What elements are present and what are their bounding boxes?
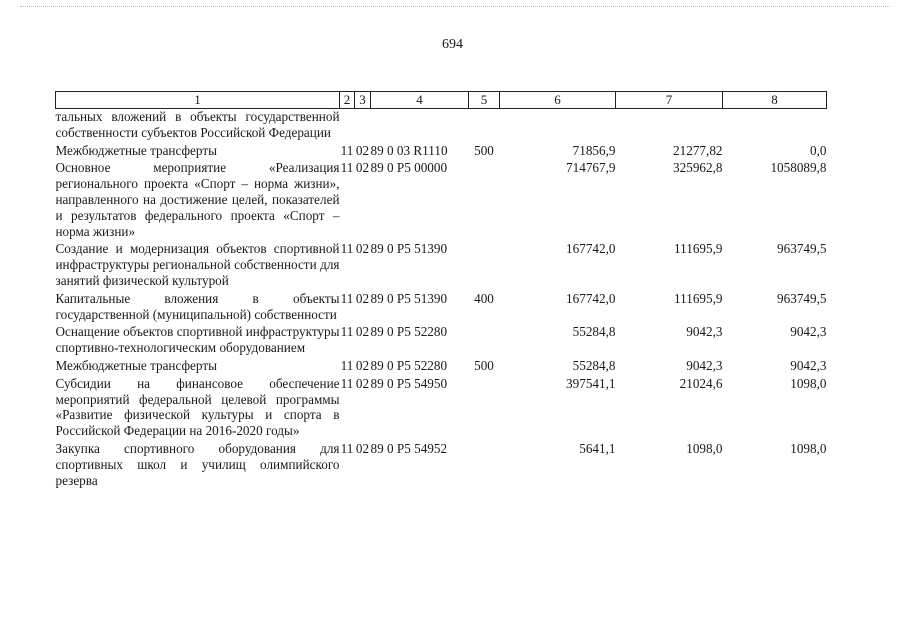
row-expense-type-cell: [469, 374, 500, 439]
row-section-cell: 11: [340, 241, 354, 257]
column-header: 5: [469, 92, 500, 109]
row-subsection-cell: 02: [355, 241, 370, 257]
row-amount-2-cell: 111695,9: [674, 290, 723, 306]
row-section-cell: 11: [340, 160, 354, 176]
row-amount-3-cell: 0,0: [810, 142, 827, 158]
row-name-cell: Основное мероприятие «Реализация регионального проекта «Спорт – норма жизни», направленного на достижение целей, показателей и результатов федерального проекта «Спорт – норма жизни»: [55, 160, 340, 239]
row-expense-type-cell: [469, 109, 500, 141]
column-header: 4: [371, 92, 469, 109]
row-expense-type-cell: 500: [474, 142, 494, 158]
scan-edge-line: [20, 6, 890, 8]
row-amount-3-cell: 1058089,8: [770, 160, 827, 176]
table-row: [56, 439, 827, 488]
row-target-code-cell: 89 0 P5 52280: [370, 357, 448, 373]
row-amount-1-cell: 5641,1: [579, 440, 616, 456]
row-subsection-cell: 02: [355, 142, 370, 158]
row-section-cell: [340, 109, 355, 141]
row-amount-1-cell: [500, 109, 616, 141]
table-header-row: [56, 92, 827, 109]
row-amount-1-cell: 714767,9: [566, 160, 616, 176]
row-section-cell: 11: [340, 357, 354, 373]
row-amount-2-cell: 9042,3: [686, 324, 723, 340]
row-target-code-cell: 89 0 P5 54952: [370, 440, 448, 456]
table-body: [56, 109, 827, 489]
row-amount-1-cell: 167742,0: [566, 241, 616, 257]
row-amount-2-cell: 21024,6: [679, 375, 723, 391]
table-row: [56, 322, 827, 356]
table-row: [56, 239, 827, 288]
column-header: 7: [616, 92, 723, 109]
column-header: 2: [340, 92, 355, 109]
row-amount-3-cell: 1098,0: [790, 375, 827, 391]
table-row: [56, 374, 827, 439]
row-subsection-cell: 02: [355, 440, 370, 456]
table-row: [56, 109, 827, 141]
row-amount-3-cell: 1098,0: [790, 440, 827, 456]
column-header: 3: [355, 92, 371, 109]
table-row: [56, 356, 827, 374]
table-row: [56, 141, 827, 159]
budget-table: [55, 91, 827, 488]
page-number: 694: [442, 37, 463, 52]
row-amount-3-cell: 9042,3: [790, 324, 827, 340]
row-amount-1-cell: 167742,0: [566, 290, 616, 306]
row-amount-1-cell: 71856,9: [572, 142, 616, 158]
row-subsection-cell: [355, 109, 371, 141]
row-subsection-cell: 02: [355, 324, 370, 340]
row-section-cell: 11: [340, 142, 354, 158]
column-header: 1: [56, 92, 340, 109]
row-amount-3-cell: 963749,5: [777, 290, 827, 306]
row-subsection-cell: 02: [355, 375, 370, 391]
row-target-code-cell: 89 0 P5 51390: [370, 290, 448, 306]
row-amount-1-cell: 55284,8: [572, 324, 616, 340]
column-header: 6: [500, 92, 616, 109]
row-name-cell: Оснащение объектов спортивной инфраструктуры спортивно-технологическим оборудованием: [55, 324, 340, 356]
row-target-code-cell: 89 0 03 R1110: [370, 142, 448, 158]
row-name-cell: Закупка спортивного оборудования для спортивных школ и училищ олимпийского резерва: [55, 440, 340, 488]
row-section-cell: 11: [340, 440, 354, 456]
row-name-cell: тальных вложений в объекты государственной собственности субъектов Российской Федерации: [55, 109, 340, 140]
column-header: 8: [723, 92, 827, 109]
row-expense-type-cell: [469, 239, 500, 288]
row-name-cell: Межбюджетные трансферты: [55, 142, 217, 158]
row-name-cell: Создание и модернизация объектов спортивной инфраструктуры региональной собственности для занятий физической культурой: [55, 241, 340, 288]
row-amount-2-cell: 21277,82: [673, 142, 723, 158]
row-target-code-cell: 89 0 P5 00000: [370, 160, 448, 176]
row-amount-2-cell: [616, 109, 723, 141]
row-target-code-cell: 89 0 P5 54950: [370, 375, 448, 391]
row-expense-type-cell: 500: [474, 357, 494, 373]
row-expense-type-cell: [469, 158, 500, 239]
table-row: [56, 158, 827, 239]
row-amount-3-cell: 9042,3: [790, 357, 827, 373]
row-subsection-cell: 02: [355, 357, 370, 373]
row-target-code-cell: 89 0 P5 52280: [370, 324, 448, 340]
row-subsection-cell: 02: [355, 160, 370, 176]
row-target-code-cell: 89 0 P5 51390: [370, 241, 448, 257]
row-target-code-cell: [371, 109, 469, 141]
row-amount-3-cell: 963749,5: [777, 241, 827, 257]
row-amount-1-cell: 55284,8: [572, 357, 616, 373]
table-row: [56, 289, 827, 323]
row-amount-2-cell: 325962,8: [673, 160, 723, 176]
row-amount-2-cell: 1098,0: [686, 440, 723, 456]
row-name-cell: Капитальные вложения в объекты государственной (муниципальной) собственности: [55, 290, 340, 322]
row-amount-3-cell: [723, 109, 827, 141]
row-name-cell: Субсидии на финансовое обеспечение мероприятий федеральной целевой программы «Развитие физической культуры и спорта в Российской Федерации на 2016-2020 годы»: [55, 375, 340, 439]
row-section-cell: 11: [340, 324, 354, 340]
row-subsection-cell: 02: [355, 290, 370, 306]
row-section-cell: 11: [340, 375, 354, 391]
row-amount-1-cell: 397541,1: [566, 375, 616, 391]
row-amount-2-cell: 111695,9: [674, 241, 723, 257]
row-amount-2-cell: 9042,3: [686, 357, 723, 373]
row-expense-type-cell: [469, 322, 500, 356]
row-section-cell: 11: [340, 290, 354, 306]
row-expense-type-cell: [469, 439, 500, 488]
row-name-cell: Межбюджетные трансферты: [55, 357, 217, 373]
row-expense-type-cell: 400: [474, 290, 494, 306]
